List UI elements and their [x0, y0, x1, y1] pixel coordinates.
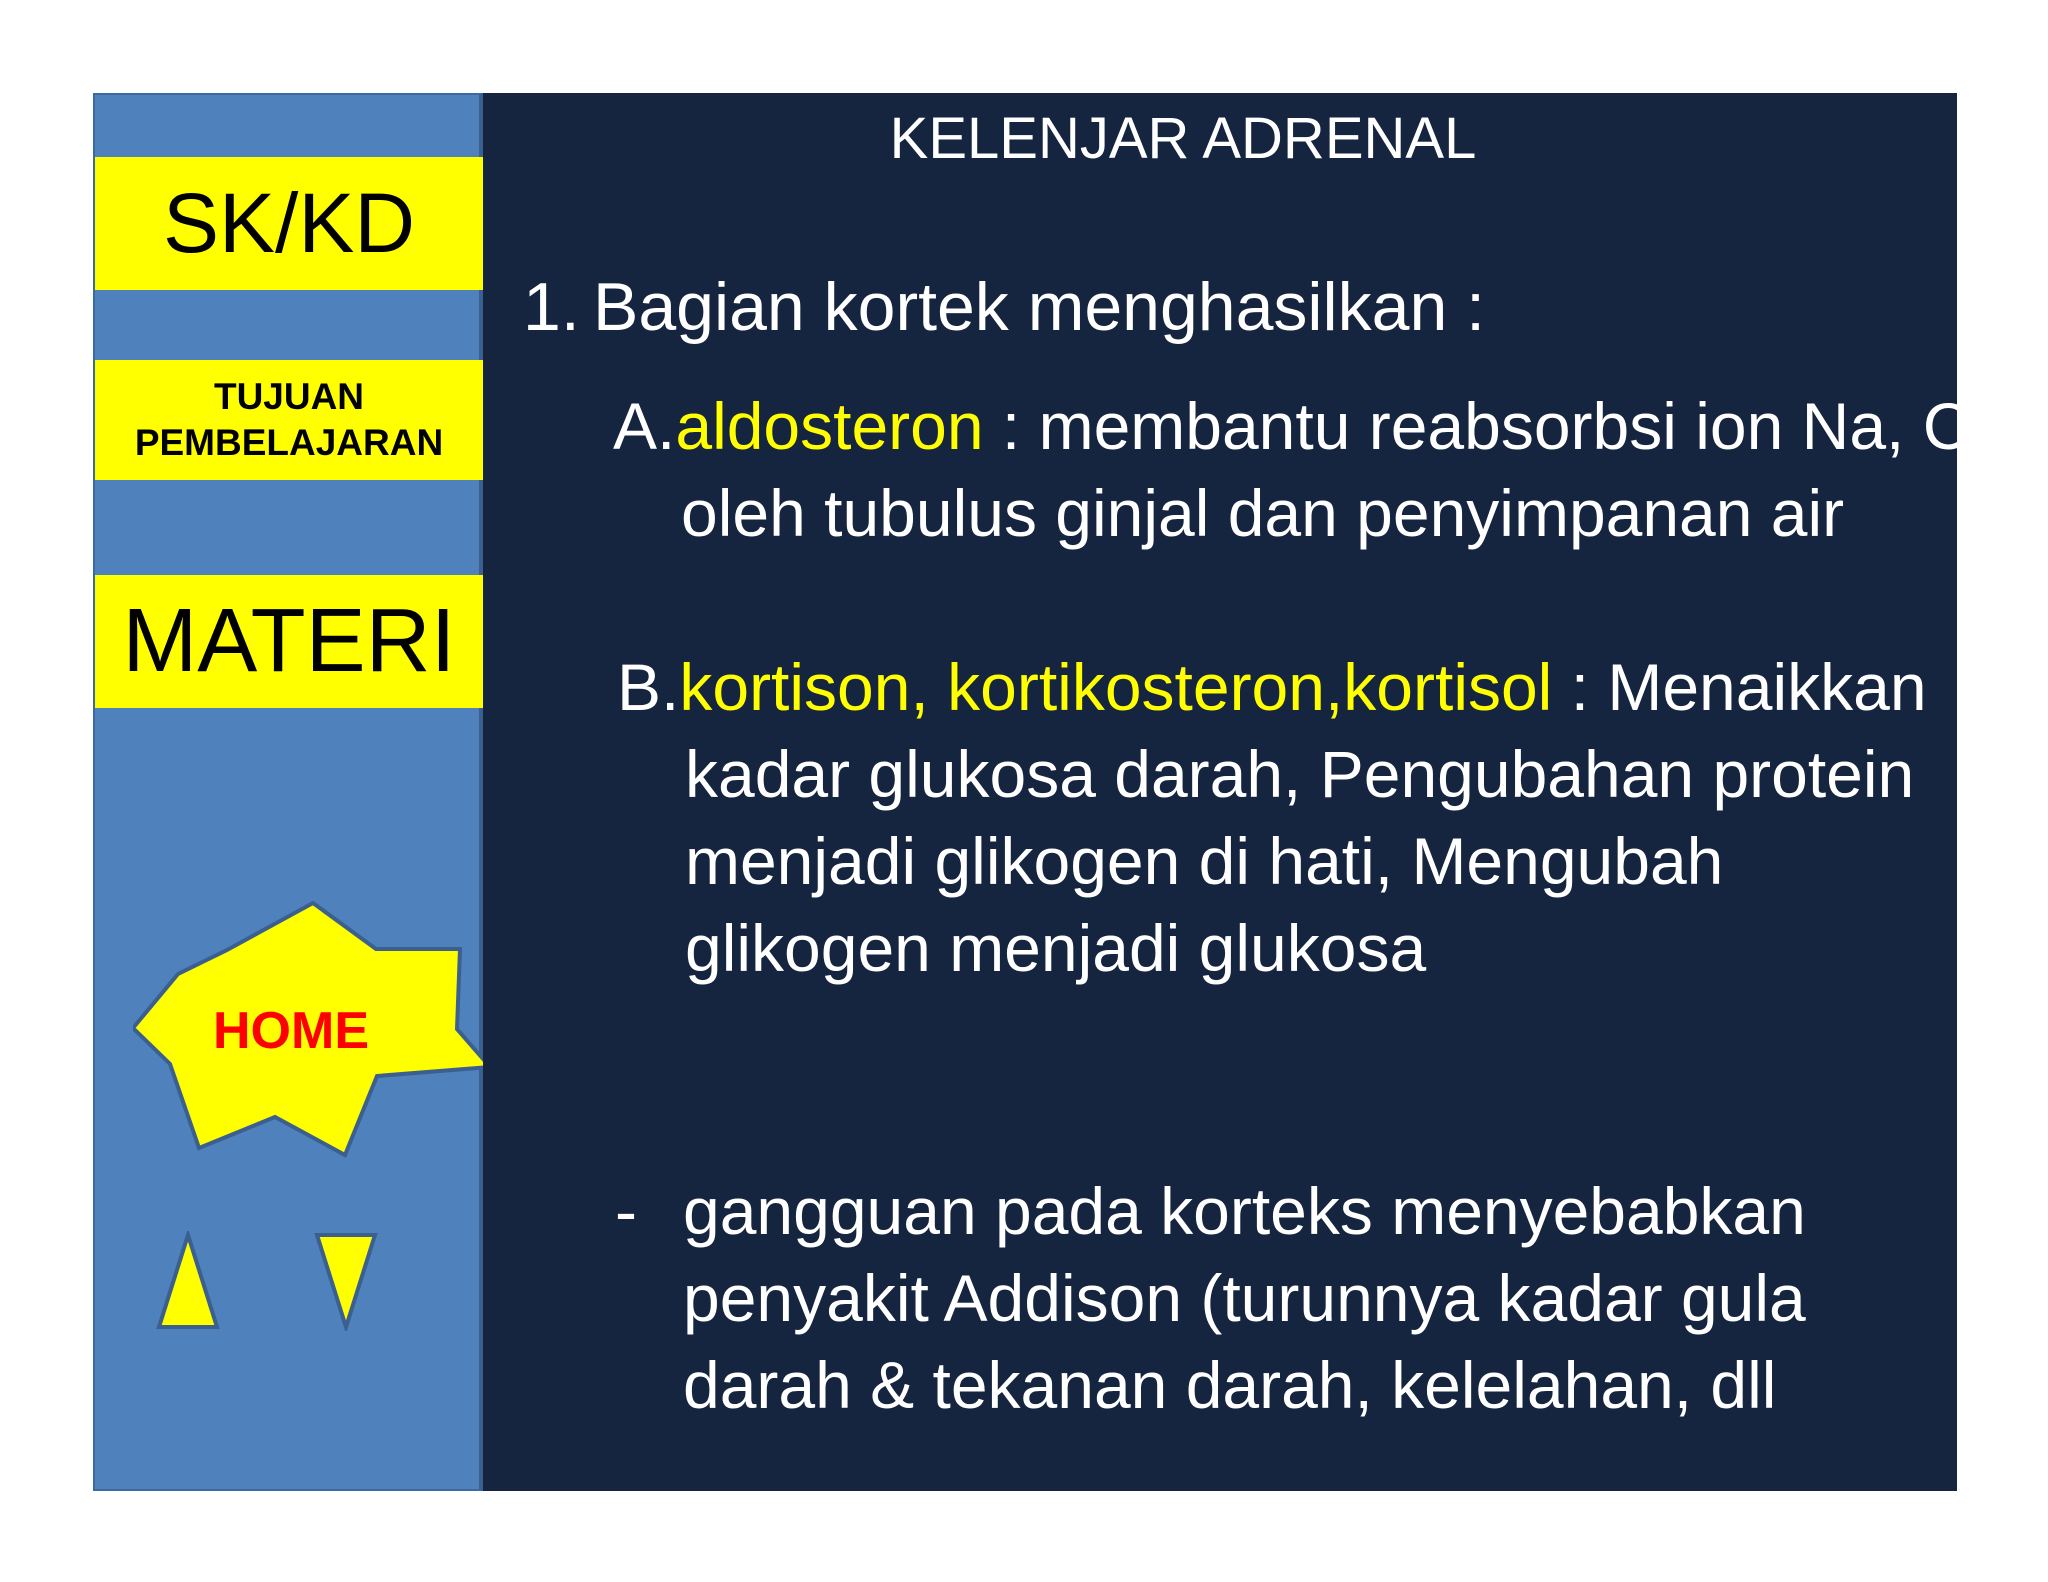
bullet-marker: -	[615, 1174, 637, 1248]
point-text: Bagian kortek menghasilkan :	[593, 269, 1486, 345]
home-button[interactable]	[133, 901, 493, 1161]
bullet-text: gangguan pada korteks menyebabkan penyakit Addison (turunnya kadar gula darah & tekanan darah, kelelahan, dll	[683, 1174, 1806, 1422]
item-b-desc: : Menaikkan kadar glukosa darah, Pengubahan protein menjadi glikogen di hati, Mengubah glikogen menjadi glukosa	[685, 650, 1927, 985]
point-heading	[523, 268, 1485, 346]
item-a-desc: : membantu reabsorbsi ion Na, Cl oleh tubulus ginjal dan penyimpanan air	[681, 389, 1986, 550]
down-arrow-icon[interactable]	[311, 1231, 381, 1331]
item-a	[613, 383, 2011, 557]
skkd-button[interactable]: SK/KD	[95, 157, 483, 290]
sidebar	[93, 93, 483, 1491]
point-number: 1.	[523, 269, 580, 345]
slide-title: KELENJAR ADRENAL	[889, 106, 1477, 171]
item-b-hormone: kortison, kortikosteron,kortisol	[679, 650, 1553, 724]
up-arrow-icon[interactable]	[153, 1231, 223, 1331]
tujuan-pembelajaran-button[interactable]: TUJUAN PEMBELAJARAN	[95, 360, 483, 480]
item-b-marker: B.	[617, 650, 680, 724]
item-a-hormone: aldosteron	[675, 389, 984, 463]
home-label: HOME	[213, 1002, 369, 1060]
item-b	[617, 644, 1945, 992]
slide	[93, 93, 1986, 1491]
bullet-item	[615, 1168, 1955, 1429]
materi-button[interactable]: MATERI	[95, 575, 483, 708]
content-panel	[483, 93, 1986, 1491]
item-a-marker: A.	[613, 389, 676, 463]
